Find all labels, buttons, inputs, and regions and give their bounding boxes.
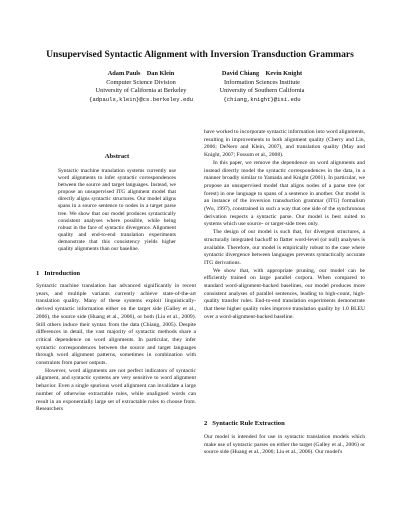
paper-title: Unsupervised Syntactic Alignment with Inversion Transduction Grammars <box>46 49 354 60</box>
abstract-text: Syntactic machine translation systems currently use word alignments to infer syntactic correspondences between the source and target languages. Instead, we propose an unsupervised ITG alignment model that directly aligns syntactic structures. Our model aligns spans in a source sentence to nodes in a target parse tree. We show that our model produces syntactically consistent analyses where possible, while being robust in the face of syntactic divergence. Alignment quality and end-to-end translation experiments demonstrate that this consistency yields higher quality alignments than our baseline. <box>58 168 176 253</box>
author-university: University of California at Berkeley <box>95 87 187 95</box>
section-2-heading: 2 Syntactic Rule Extraction <box>204 420 285 427</box>
author-department: Computer Science Division <box>106 78 176 86</box>
author-block-left <box>81 70 201 104</box>
paragraph: However, word alignments are not perfect indicators of syntactic alignment, and syntactic systems are very sensitive to word alignment behavior. Even a single spurious word alignment can invalidate a large number of otherwise extractable rules, while unaligned words can result in an exponentially large set of extractable rules to choose from. Researchers <box>36 367 196 413</box>
author-block-right <box>202 70 322 104</box>
author-names: Adam Pauls Dan Klein <box>107 70 175 77</box>
author-email: {chiang,knight}@isi.edu <box>223 95 301 103</box>
paragraph: have worked to incorporate syntactic information into word alignments, resulting in improvements to both alignment quality (Cherry and Lin, 2006; DeNero and Klein, 2007), and translation quality (May and Knight, 2007; Fossum et al., 2008). <box>204 129 365 159</box>
abstract-heading: Abstract <box>104 153 130 160</box>
introduction-body <box>36 283 196 414</box>
author-email: {adpauls,klein}@cs.berkeley.edu <box>88 95 194 103</box>
introduction-heading: 1 Introduction <box>36 270 81 277</box>
right-column-body <box>204 129 365 322</box>
paragraph: We show that, with appropriate pruning, our model can be efficiently trained on large parallel corpora. When compared to standard word-alignment-backed baselines, our model produces more consistent analyses of parallel sentences, leading to high-count, high-quality transfer rules. End-to-end translation experiments demonstrate that these higher quality rules improve translation quality by 1.0 BLEU over a word-alignment-backed baseline. <box>204 267 365 320</box>
author-department: Information Sciences Institute <box>224 78 300 86</box>
author-names: David Chiang Kevin Knight <box>221 70 303 77</box>
paragraph: The design of our model is such that, for divergent structures, a structurally integrated backoff to flatter word-level (or null) analyses is available. Therefore, our model is empirically robust to the case where syntactic divergence between languages prevents syntactically accurate ITG derivations. <box>204 229 365 266</box>
paragraph: Our model is intended for use in syntactic translation models which make use of syntactic parses on either the target (Galley et al., 2006) or source side (Huang et al., 2006; Liu et al., 2006). Our model's <box>204 434 365 456</box>
paragraph: In this paper, we remove the dependence on word alignments and instead directly model the syntactic correspondences in the data, in a manner broadly similar to Yamada and Knight (2001). In particular, we propose an unsupervised model that aligns nodes of a parse tree (or forest) in one language to spans of a sentence in another. Our model is an instance of the inversion transduction grammar (ITG) formalism (Wu, 1997), constrained in such a way that one side of the synchronous derivation respects a syntactic parse. Our model is best suited to systems which use source- or target-side trees only. <box>204 159 365 228</box>
paragraph: Syntactic machine translation has advanced significantly in recent years, and multiple variants currently achieve state-of-the-art translation quality. Many of these systems exploit linguistically-derived syntactic information either on the target side (Galley et al., 2006), the source side (Huang et al., 2006), or both (Liu et al., 2009). Still others induce their syntax from the data (Chiang, 2005). Despite differences in detail, the vast majority of syntactic methods share a critical dependence on word alignments. In particular, they infer syntactic correspondences between the source and target languages through word alignment patterns, sometimes in combination with constraints from parser outputs. <box>36 283 196 367</box>
section-2-body <box>204 434 365 457</box>
author-university: University of Southern California <box>219 87 305 95</box>
